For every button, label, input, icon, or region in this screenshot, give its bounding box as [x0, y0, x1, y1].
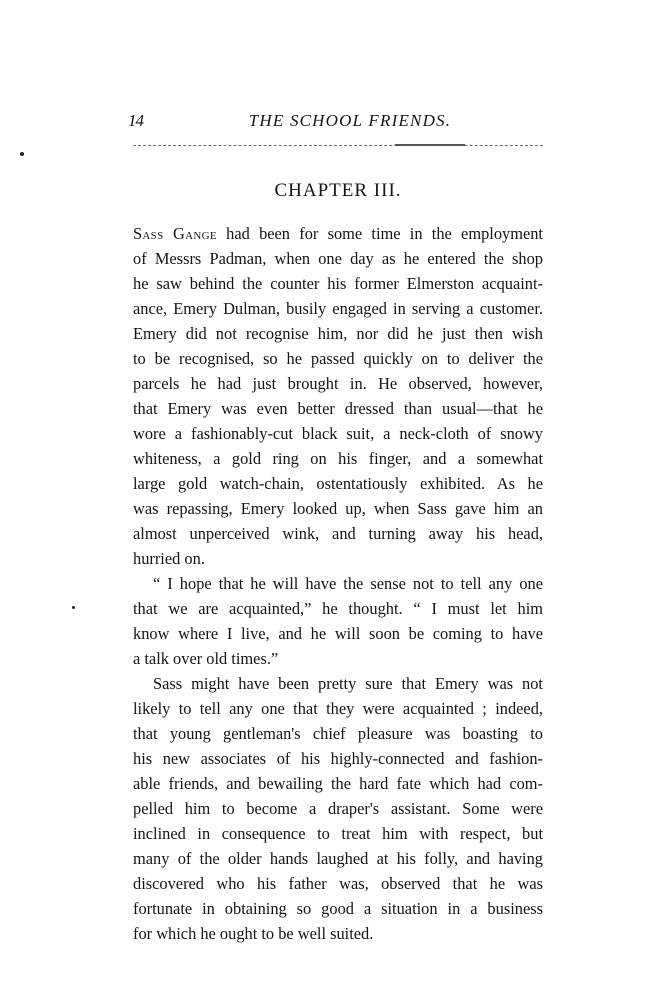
text-line: ance, Emery Dulman, busily engaged in serving a customer.	[133, 299, 543, 318]
text-line: “ I hope that he will have the sense not to tell any one	[153, 574, 543, 593]
text-line: to be recognised, so he passed quickly on to deliver the	[133, 349, 543, 368]
text-line: discovered who his father was, observed that he was	[133, 874, 543, 893]
text-line: almost unperceived wink, and turning away his head,	[133, 524, 543, 543]
text-line: a talk over old times.”	[133, 649, 279, 668]
chapter-title: CHAPTER III.	[274, 180, 402, 201]
text-line: many of the older hands laughed at his folly, and having	[133, 849, 543, 868]
text-line: whiteness, a gold ring on his finger, and a somewhat	[133, 449, 543, 468]
text-line: that we are acquainted,” he thought. “ I must let him	[133, 599, 543, 618]
text-line: he saw behind the counter his former Elmerston acquaint-	[133, 274, 543, 293]
running-title: THE SCHOOL FRIENDS.	[248, 111, 452, 130]
print-speck	[72, 606, 75, 609]
text-line: that young gentleman's chief pleasure was boasting to	[133, 724, 543, 743]
text-line: able friends, and bewailing the hard fate which had com-	[133, 774, 543, 793]
header-rule	[133, 145, 543, 146]
text-line: large gold watch-chain, ostentatiously exhibited. As he	[133, 474, 543, 493]
text-line: his new associates of his highly-connected and fashion-	[133, 749, 543, 768]
text-line: wore a fashionably-cut black suit, a neck-cloth of snowy	[133, 424, 543, 443]
text-line: Sass might have been pretty sure that Emery was not	[153, 674, 543, 693]
page-number: 14	[128, 111, 143, 130]
text-line: was repassing, Emery looked up, when Sass gave him an	[133, 499, 543, 518]
text-line: Emery did not recognise him, nor did he just then wish	[133, 324, 543, 343]
text-line: hurried on.	[133, 549, 205, 568]
text-line: pelled him to become a draper's assistant. Some were	[133, 799, 543, 818]
text-line: of Messrs Padman, when one day as he entered the shop	[133, 249, 543, 268]
text-line: know where I live, and he will soon be coming to have	[133, 624, 543, 643]
opening-words: Sass Gange	[133, 224, 217, 243]
text-line: for which he ought to be well suited.	[133, 924, 374, 943]
text-line: likely to tell any one that they were acquainted ; indeed,	[133, 699, 543, 718]
text-line: Sass Gange had been for some time in the employment	[133, 224, 543, 243]
text-line: inclined in consequence to treat him with respect, but	[133, 824, 543, 843]
text-line: parcels he had just brought in. He observed, however,	[133, 374, 543, 393]
header-rule-accent	[395, 144, 465, 146]
text-line: that Emery was even better dressed than usual—that he	[133, 399, 543, 418]
text-line: fortunate in obtaining so good a situation in a business	[133, 899, 543, 918]
print-speck	[20, 152, 24, 156]
